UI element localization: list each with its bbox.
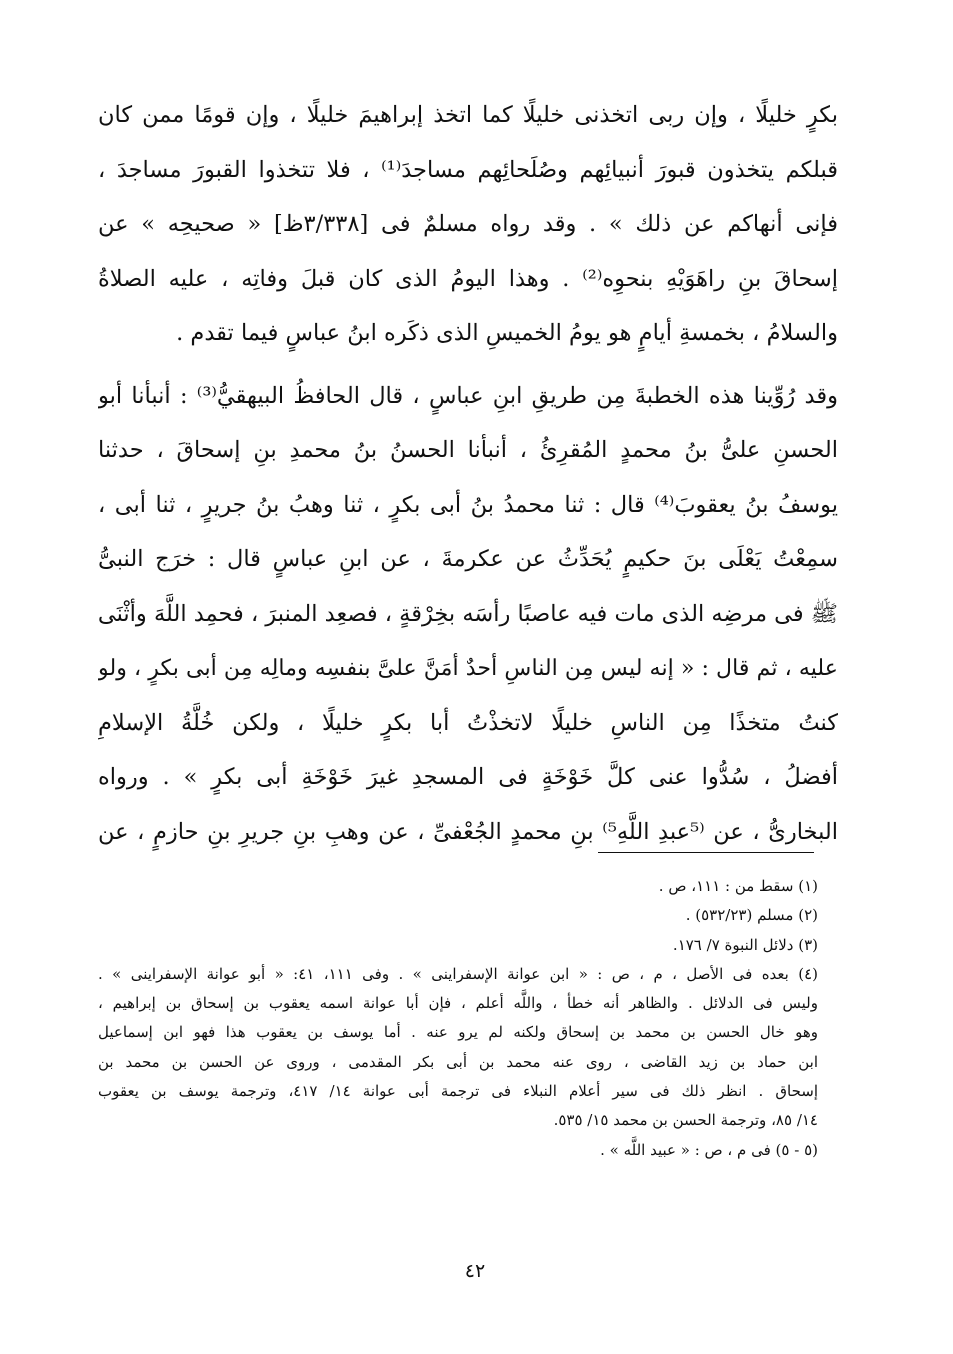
text-line: إسحاقَ بنِ راهَوَيْهِ بنحوِه⁽²⁾ . وهذا اليومُ الذى كان قبلَ وفاتِه ، عليه الصلاةُ — [98, 265, 838, 292]
footnote-line: (٥ - ٥) فى م ، ص : « عبيد اللَّه » . — [600, 1140, 818, 1159]
text-line: كنتُ متخذًا مِن الناسِ خليلًا لاتخذْتُ أبا بكرٍ خليلًا ، ولكن خُلَّةُ الإسلامِ — [98, 709, 838, 736]
text-line: يوسفُ بنُ يعقوبَ⁽⁴⁾ قال : ثنا محمدُ بنُ أبى بكرٍ ، ثنا وهبُ بنُ جريرٍ ، ثنا أبى ، — [98, 491, 838, 518]
footnote-line: ابن حماد بن زيد القاضى ، روى عنه محمد بن أبى بكر المقدمى ، وروى عن الحسن بن محمد بن — [98, 1052, 818, 1071]
footnote-line: وهو خال الحسن بن محمد بن إسحاق ولكنه لم يرو عنه . أما يوسف بن يعقوب هذا فهو ابن إسماعيل — [98, 1023, 818, 1042]
footnote-line: ١٤/ ٨٥، وترجمة الحسن بن محمد ١٥/ ٥٣٥. — [553, 1111, 818, 1130]
footnote-divider — [598, 852, 814, 853]
footnote-line: وليس فى الدلائل . والظاهر أنه خطأ ، واللَّه أعلم ، فإن أبا عوانة اسمه يعقوب بن إسحاق بن إبراهيم ، — [98, 994, 818, 1013]
paragraph-1 — [98, 88, 838, 361]
footnote-line: (٤) بعده فى الأصل ، م ، ص : « ابن عوانة الإسفراينى » . وفى ١١١، ٤١: « أبو عوانة الإسفراينى » . — [98, 964, 818, 983]
footnotes — [98, 872, 818, 1165]
text-line: وقد رُوِّينا هذه الخطبةَ مِن طريقِ ابنِ عباسٍ ، قال الحافظُ البيهقيُّ⁽³⁾ : أنبأنا أبو — [98, 382, 838, 409]
footnote-line: (١) سقط من : ١١١، ص . — [658, 877, 818, 895]
footnote-line: (٣) دلائل النبوة ٧/ ١٧٦. — [672, 935, 818, 954]
footnote-line: (٢) مسلم (٥٣٢/٢٣) . — [685, 906, 818, 925]
text-line: أفضلُ ، سُدُّوا عنى كلَّ خَوْخَةٍ فى المسجدِ غيرَ خَوْخَةِ أبى بكرٍ » . ورواه — [98, 764, 838, 790]
text-line: البخارىُّ ، عن ⁽⁵عبدِ اللَّهِ⁵⁾ بنِ محمدٍ الجُعْفىِّ ، عن وهبِ بنِ جريرِ بنِ حازمٍ ، عن — [98, 818, 838, 845]
paragraph-gap — [98, 361, 838, 369]
text-line: عليه ، ثم قال : « إنه ليس مِن الناسِ أحدٌ أمَنَّ علىَّ بنفسِه ومالِه مِن أبى بكرٍ ، ولو — [98, 655, 838, 681]
paragraph-2 — [98, 369, 838, 860]
text-line: الحسنِ علىُّ بنُ محمدٍ المُقرِئُ ، أنبأنا الحسنُ بنُ محمدِ بنِ إسحاقَ ، حدثنا — [98, 437, 838, 463]
text-line: سمِعْتُ يَعْلَى بنَ حكيمٍ يُحَدِّثُ عن عكرمةَ ، عن ابنِ عباسٍ قال : خرَج النبىُّ — [98, 546, 838, 572]
page-number: ٤٢ — [464, 1260, 486, 1282]
text-line: والسلامُ ، بخمسةِ أيامٍ هو يومُ الخميسِ الذى ذكَره ابنُ عباسٍ فيما تقدم . — [176, 320, 838, 346]
footnote-line: إسحاق . انظر ذلك فى سير أعلام النبلاء فى ترجمة أبى عوانة ١٤/ ٤١٧، وترجمة يوسف بن يعقوب — [98, 1082, 818, 1101]
text-line: قبلكم يتخذون قبورَ أنبيائِهم وصُلَحائِهم مساجدَ⁽¹⁾ ، فلا تتخذوا القبورَ مساجدَ ، — [98, 156, 838, 183]
text-line: بكرٍ خليلًا ، وإن ربى اتخذنى خليلًا كما اتخذ إبراهيمَ خليلًا ، وإن قومًا ممن كان — [98, 102, 838, 128]
text-line: فإنى أنهاكم عن ذلك » . وقد رواه مسلمٌ فى [٣/٣٣٨ظ] « صحيحِه » عن — [98, 211, 838, 237]
text-line: ﷺ فى مرضِه الذى مات فيه عاصبًا رأسَه بخِرْقةٍ ، فصعِد المنبرَ ، فحمِد اللَّهَ وأثْنَى — [98, 600, 838, 627]
main-text — [98, 88, 838, 859]
